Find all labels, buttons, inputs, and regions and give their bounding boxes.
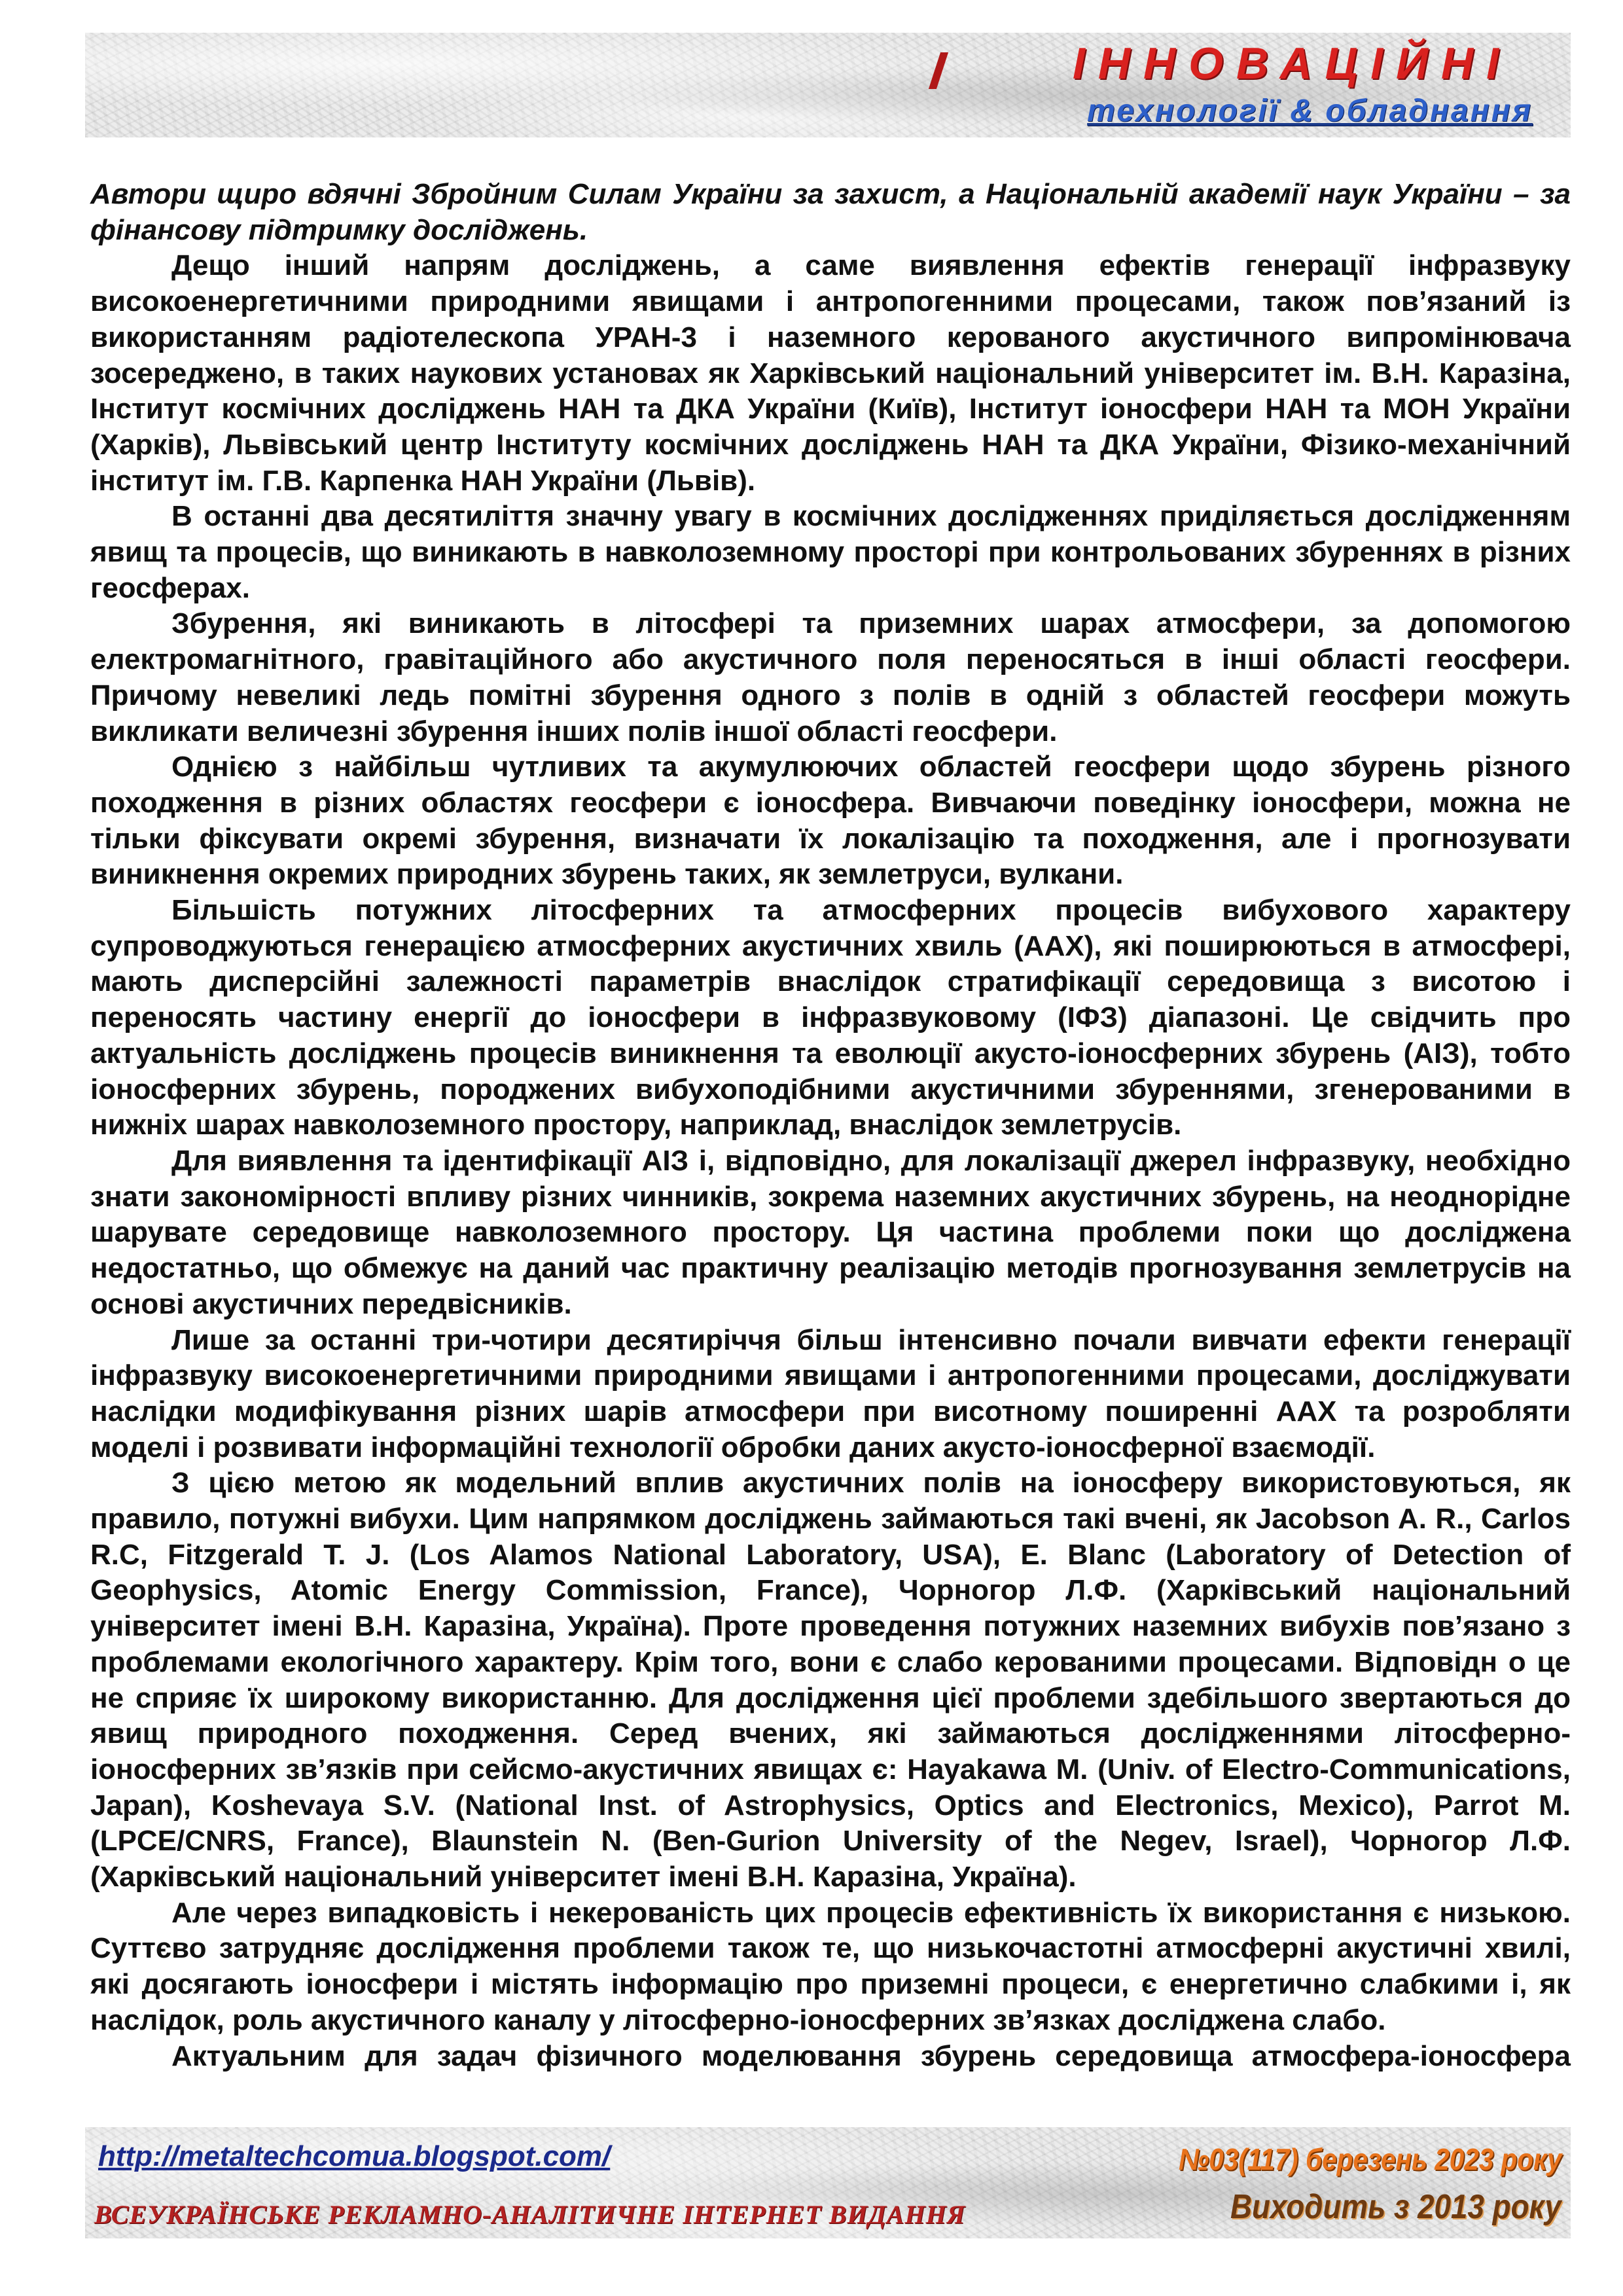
paragraph: Але через випадковість і некерованість цих процесів ефективність їх використання є низькою. Суттєво затрудняє дослідження проблеми також те, що низькочастотні атмосферні акустичні хвилі, які досягають іоносфери і містять інформацію про приземні процеси, є енергетично слабкими і, як наслідок, роль акустичного каналу у літосферно-іоносферних зв’язках досліджена слабо. (90, 1896, 1571, 2036)
paragraph: В останні два десятиліття значну увагу в космічних дослідженнях приділяється дослідженням явищ та процесів, що виникають в навколоземному просторі при контрольованих збуреннях в різних геосферах. (90, 500, 1571, 604)
magazine-subtitle: технології & обладнання (1087, 94, 1533, 128)
header-banner (85, 33, 1571, 137)
paragraph: Більшість потужних літосферних та атмосферних процесів вибухового характеру супроводжуються генерацією атмосферних акустичних хвиль (ААХ), які поширюються в атмосфері, мають дисперсійні залежності параметрів внаслідок стратифікації середовища з висотою і переносять частину енергії до іоносфери в інфразвуковому (ІФЗ) діапазоні. Це свідчить про актуальність досліджень процесів виникнення та еволюції акусто-іоносферних збурень (АІЗ), тобто іоносферних збурень, породжених вибухоподібними акустичними збуреннями, згенерованими в нижніх шарах навколоземного простору, наприклад, внаслідок землетрусів. (90, 894, 1571, 1141)
magazine-title: ІННОВАЦІЙНІ (1073, 39, 1512, 88)
paragraph: Дещо інший напрям досліджень, а саме виявлення ефектів генерації інфразвуку високоенергетичними природними явищами і антропогенними процесами, також пов’язаний із використанням радіотелескопа УРАН-3 і наземного керованого акустичного випромінювача зосереджено, в таких наукових установах як Харківський національний університет ім. В.Н. Каразіна, Інститут космічних досліджень НАН та ДКА України (Київ), Інститут іоносфери НАН та МОН України (Харків), Львівський центр Інституту космічних досліджень НАН та ДКА України, Фізико-механічний інститут ім. Г.В. Карпенка НАН України (Львів). (90, 249, 1571, 497)
paragraph: Однією з найбільш чутливих та акумулюючих областей геосфери щодо збурень різного походження в різних областях геосфери є іоносфера. Вивчаючи поведінку іоносфери, можна не тільки фіксувати окремі збурення, визначати їх локалізацію та походження, але і прогнозувати виникнення окремих природних збурень таких, як землетруси, вулкани. (90, 751, 1571, 891)
paragraph: Збурення, які виникають в літосфері та приземних шарах атмосфери, за допомогою електромагнітного, гравітаційного або акустичного поля переносяться в інші області геосфери. Причому невеликі ледь помітні збурення одного з полів в одній з областей геосфери можуть викликати величезні збурення інших полів іншої області геосфери. (90, 607, 1571, 747)
publication-type: ВСЕУКРАЇНСЬКЕ РЕКЛАМНО-АНАЛІТИЧНЕ ІНТЕРНЕТ ВИДАННЯ (94, 2200, 966, 2229)
article-body (90, 177, 1571, 2074)
paragraph: Актуальним для задач фізичного моделювання збурень середовища атмосфера-іоносфера (171, 2039, 1571, 2072)
footer-banner (85, 2127, 1571, 2238)
publishing-since: Виходить з 2013 року (1230, 2188, 1561, 2226)
paragraph: Лише за останні три-чотири десятиріччя більш інтенсивно почали вивчати ефекти генерації інфразвуку високоенергетичними природними явищами і антропогенними процесами, досліджувати наслідки модифікування різних шарів атмосфери при висотному поширенні ААХ та розробляти моделі і розвивати інформаційні технології обробки даних акусто-іоносферної взаємодії. (90, 1323, 1571, 1463)
paragraph: З цією метою як модельний вплив акустичних полів на іоносферу використовуються, як правило, потужні вибухи. Цим напрямком досліджень займаються такі вчені, як Jacobson A. R., Carlos R.C, Fitzgerald T. J. (Los Alamos National Laboratory, USA), E. Blanc (Laboratory of Detection of Geophysics, Atomic Energy Commission, France), Чорногор Л.Ф. (Харківський національний університет імені В.Н. Каразіна, Україна). Проте проведення потужних наземних вибухів пов’язано з проблемами екологічного характеру. Крім того, вони є слабо керованими процесами. Відповідн о це не сприяє їх широкому використанню. Для дослідження цієї проблеми здебільшого звертаються до явищ природного походження. Серед вчених, які займаються дослідженнями літосферно-іоносферних зв’язків при сейсмо-акустичних явищах є: Hayakawa M. (Univ. of Electro-Communications, Japan), Koshevaya S.V. (National Inst. of Astrophysics, Optics and Electronics, Mexico), Parrot M. (LPCE/CNRS, France), Blaunstein N. (Ben-Gurion University of the Negev, Israel), Чорногор Л.Ф. (Харківський національний університет імені В.Н. Каразіна, Україна). (90, 1467, 1571, 1893)
issue-number: №03(117) березень 2023 року (1178, 2142, 1561, 2176)
blog-link[interactable]: http://metaltechcomua.blogspot.com/ (98, 2140, 611, 2172)
paragraph: Для виявлення та ідентифікації АІЗ і, відповідно, для локалізації джерел інфразвуку, необхідно знати закономірності впливу різних чинників, зокрема наземних акустичних збурень, на неоднорідне шарувате середовище навколоземного простору. Ця частина проблеми поки що досліджена недостатньо, що обмежує на даний час практичну реалізацію методів прогнозування землетрусів на основі акустичних передвісників. (90, 1144, 1571, 1320)
acknowledgment-paragraph: Автори щиро вдячні Збройним Силам України за захист, а Національній академії наук України – за фінансову підтримку досліджень. (90, 178, 1571, 246)
decorative-bar (929, 52, 948, 89)
